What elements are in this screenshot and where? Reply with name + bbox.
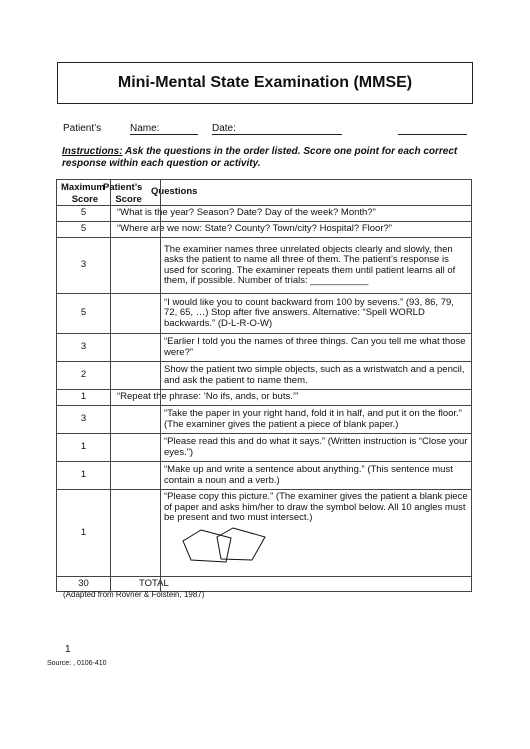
max-score-cell: 1 [57,434,111,462]
name-field-line[interactable] [130,134,198,135]
question-cell [111,222,472,238]
question-cell: “I would like you to count backward from 100 by sevens.” (93, 86, 79, 72, 65, …) Stop after five answers. Alternative: “Spell WORLD backwards.” (D-L-R-O-W) [161,294,472,334]
page-number: 1 [65,644,71,655]
question-text: “Where are we now: State? County? Town/city? Hospital? Floor?” [117,223,392,234]
patient-score-cell[interactable] [111,238,161,294]
date-field-line[interactable] [212,134,342,135]
patient-score-cell[interactable] [111,462,161,490]
intersecting-pentagons-figure [179,526,289,564]
header-max-line2: Score [71,194,99,205]
question-text: “What is the year? Season? Date? Day of the week? Month?” [117,207,376,218]
table-row [57,434,472,462]
total-label-cell: TOTAL [111,577,472,592]
date-label: Date: [212,123,236,134]
patient-score-cell[interactable] [111,434,161,462]
page-title: Mini-Mental State Examination (MMSE) [117,74,413,91]
table-row [57,294,472,334]
patient-score-cell[interactable] [111,490,161,577]
table-row [57,406,472,434]
table-row [57,390,472,406]
max-score-cell: 5 [57,294,111,334]
max-score-cell: 3 [57,238,111,294]
max-score-cell: 1 [57,462,111,490]
question-cell [111,206,472,222]
header-questions [151,180,472,206]
instructions-text: Ask the questions in the order listed. Score one point for each correct response within each question or activity. [62,146,458,169]
table-header-row [57,180,472,206]
adapted-note: (Adapted from Rovner & Folstein, 1987) [63,590,205,599]
blank-field-line[interactable] [398,134,467,135]
name-label: Name: [130,123,160,134]
patient-score-cell[interactable] [111,362,161,390]
header-questions-label: Questions [151,186,198,197]
title-box [57,62,473,104]
max-score-cell: 1 [57,490,111,577]
max-score-cell: 1 [57,390,111,406]
total-max-cell: 30 [57,577,111,592]
header-patient-line1: Patient’s [103,182,143,193]
table-row [57,206,472,222]
question-cell: “Earlier I told you the names of three things. Can you tell me what those were?” [161,334,472,362]
max-score-cell: 5 [57,206,111,222]
question-cell: “Please read this and do what it says.” (Written instruction is “Close your eyes.”) [161,434,472,462]
patient-score-cell[interactable] [111,334,161,362]
table-row [57,462,472,490]
question-cell: Show the patient two simple objects, such as a wristwatch and a pencil, and ask the patient to name them. [161,362,472,390]
table-row [57,334,472,362]
patient-score-cell[interactable] [111,406,161,434]
table-row [57,490,472,577]
question-cell: “Take the paper in your right hand, fold it in half, and put it on the floor.” (The examiner gives the patient a piece of blank paper.) [161,406,472,434]
patient-score-cell[interactable] [111,294,161,334]
question-cell: The examiner names three unrelated objects clearly and slowly, then asks the patient to name all three of them. The patient’s response is used for scoring. The examiner repeats them until patient learns all of them, if possible. Number of trials: ___________ [161,238,472,294]
header-patient-line2: Score [115,194,142,205]
question-text: “Repeat the phrase: ‘No ifs, ands, or buts.’” [117,391,299,402]
question-text: “Please copy this picture.” (The examiner gives the patient a blank piece of paper and asks him/her to draw the symbol below. All 10 angles must be present and two must intersect.) [164,491,468,523]
table-row [57,222,472,238]
question-cell: “Make up and write a sentence about anything.” (This sentence must contain a noun and a verb.) [161,462,472,490]
max-score-cell: 5 [57,222,111,238]
max-score-cell: 2 [57,362,111,390]
max-score-cell: 3 [57,334,111,362]
source-note: Source: , 0106-410 [47,660,107,667]
questions-column-divider [160,179,161,592]
patient-label: Patient’s [63,123,102,134]
question-cell [161,490,472,577]
table-row [57,362,472,390]
mmse-table [56,179,472,592]
instructions [62,146,472,170]
instructions-label: Instructions: [62,146,123,157]
table-row [57,238,472,294]
question-cell [111,390,472,406]
header-max-line1: Maximum [61,182,105,193]
max-score-cell: 3 [57,406,111,434]
